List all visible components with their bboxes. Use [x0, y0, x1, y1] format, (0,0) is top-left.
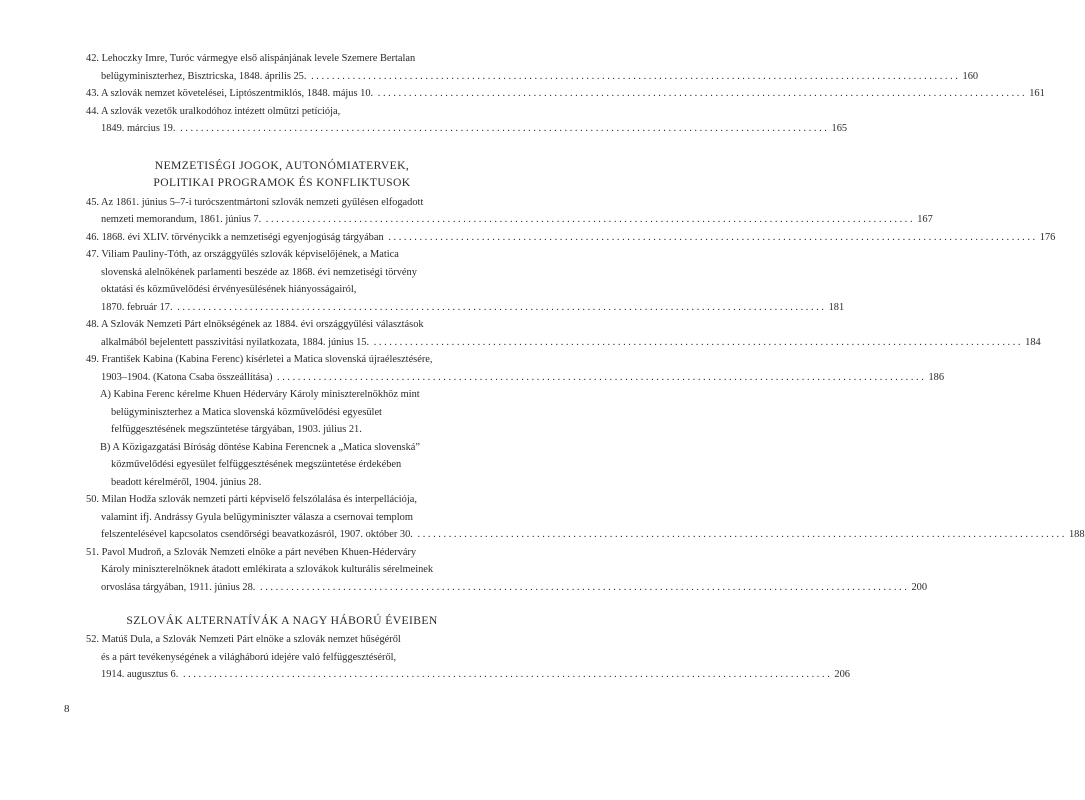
dot-leader: [277, 372, 924, 383]
entry-last-text: 1849. március 19.: [101, 123, 176, 134]
dot-leader: [183, 669, 830, 680]
entry-leader-line: [86, 229, 1056, 247]
subentry-b: [86, 439, 478, 492]
entry-last-text: 1914. augusztus 6.: [101, 669, 179, 680]
entry-line: és a párt tevékenységének a világháború idejére való felfüggesztéséről,: [101, 651, 397, 663]
entry-last-text: 46. 1868. évi XLIV. törvénycikk a nemzetiségi egyenjogúság tárgyában: [86, 231, 384, 243]
entry-line: valamint ifj. Andrássy Gyula belügyminiszter válasza a csernovai templom: [101, 511, 413, 523]
entry-52: [86, 631, 850, 684]
entry-51: [86, 544, 928, 597]
page-number: 176: [1039, 231, 1056, 243]
entry-line: közművelődési egyesület felfüggesztésének megszüntetése érdekében: [111, 459, 402, 470]
entry-leader-line: [86, 299, 845, 317]
entry-49: [86, 351, 945, 386]
table-of-contents: [86, 50, 1085, 684]
entry-line: slovenská alelnökének parlamenti beszéde az 1868. évi nemzetiségi törvény: [101, 266, 417, 278]
entry-50: [86, 491, 1085, 544]
dot-leader: [374, 337, 1021, 348]
section-heading-1: [86, 157, 478, 191]
page-number: 184: [1025, 336, 1041, 348]
entry-leader-line: [86, 120, 848, 138]
entry-last-text: orvoslása tárgyában, 1911. június 28.: [101, 581, 256, 593]
entry-line: 44. A szlovák vezetők uralkodóhoz intézett olmützi petíciója,: [86, 105, 341, 117]
entry-line: 48. A Szlovák Nemzeti Párt elnökségének az 1884. évi országgyűlési választások: [86, 319, 424, 330]
entry-line: 45. Az 1861. június 5–7-i turócszentmártoni szlovák nemzeti gyűlésen elfogadott: [86, 196, 424, 208]
entry-leader-line: [86, 334, 1041, 352]
entry-line: belügyminiszterhez a Matica slovenská közművelődési egyesület: [111, 406, 382, 418]
entry-44: [86, 103, 848, 138]
page-number: 206: [834, 669, 850, 680]
dot-leader: [311, 71, 958, 82]
page-number: 167: [917, 214, 933, 225]
entry-leader-line: [86, 68, 979, 86]
section-heading-2: [86, 612, 478, 629]
page-folio-number: 8: [64, 703, 70, 715]
page-number: 181: [828, 301, 845, 313]
entry-line: 49. František Kabina (Kabina Ferenc) kísérletei a Matica slovenská újraélesztésére,: [86, 354, 433, 365]
entry-line: beadott kérelméről, 1904. június 28.: [111, 476, 262, 488]
entry-leader-line: [86, 211, 933, 229]
page-number: 165: [831, 123, 848, 134]
page-number: 161: [1029, 88, 1045, 99]
entry-line: Károly miniszterelnöknek átadott emlékirata a szlovákok kulturális sérelmeinek: [101, 564, 434, 575]
dot-leader: [418, 529, 1065, 540]
entry-line: 47. Viliam Pauliny-Tóth, az országgyűlés szlovák képviselőjének, a Matica: [86, 249, 399, 260]
page-number: 160: [962, 70, 979, 82]
dot-leader: [177, 302, 824, 313]
entry-leader-line: [86, 666, 850, 684]
entry-47: [86, 246, 845, 316]
entry-last-text: felszentelésével kapcsolatos csendőrségi beavatkozásról, 1907. október 30.: [101, 529, 413, 540]
entry-last-text: 1870. február 17.: [101, 301, 173, 313]
dot-leader: [260, 582, 907, 593]
entry-last-text: nemzeti memorandum, 1861. június 7.: [101, 214, 262, 225]
page-number: 200: [911, 581, 928, 593]
section-heading-line: SZLOVÁK ALTERNATÍVÁK A NAGY HÁBORÚ ÉVEIBEN: [126, 614, 438, 627]
entry-43: [86, 85, 1045, 103]
entry-line: 50. Milan Hodža szlovák nemzeti párti képviselő felszólalása és interpellációja,: [86, 494, 417, 505]
dot-leader: [378, 88, 1025, 99]
subentry-a: [86, 386, 478, 439]
entry-last-text: 1903–1904. (Katona Csaba összeállítása): [101, 371, 273, 383]
dot-leader: [266, 214, 913, 225]
entry-46: [86, 229, 1056, 247]
section-heading-line: NEMZETISÉGI JOGOK, AUTONÓMIATERVEK,: [154, 158, 410, 172]
entry-line: oktatási és közművelődési érvényesülésének hiányosságairól,: [101, 284, 357, 295]
entry-line: 52. Matúš Dula, a Szlovák Nemzeti Párt elnöke a szlovák nemzet hűségéről: [86, 634, 401, 645]
entry-45: [86, 194, 933, 229]
entry-42: [86, 50, 979, 85]
entry-leader-line: [86, 369, 945, 387]
entry-line: felfüggesztésének megszüntetése tárgyában, 1903. július 21.: [111, 424, 362, 435]
entry-48: [86, 316, 1041, 351]
dot-leader: [388, 232, 1035, 243]
entry-line: B) A Közigazgatási Bíróság döntése Kabina Ferencnek a „Matica slovenská”: [100, 441, 420, 453]
entry-leader-line: [86, 526, 1085, 544]
entry-line: 51. Pavol Mudroň, a Szlovák Nemzeti elnöke a párt nevében Khuen-Héderváry: [86, 546, 417, 558]
entry-line: 42. Lehoczky Imre, Turóc vármegye első alispánjának levele Szemere Bertalan: [86, 53, 416, 64]
entry-last-text: alkalmából bejelentett passzivitási nyilatkozata, 1884. június 15.: [101, 336, 370, 348]
entry-last-text: belügyminiszterhez, Bisztricska, 1848. április 25.: [101, 70, 307, 82]
dot-leader: [180, 123, 827, 134]
entry-line: A) Kabina Ferenc kérelme Khuen Héderváry Károly miniszterelnökhöz mint: [100, 389, 420, 400]
entry-leader-line: [86, 85, 1045, 103]
entry-leader-line: [86, 579, 928, 597]
page-number: 188: [1068, 529, 1085, 540]
page-number: 186: [928, 371, 945, 383]
entry-last-text: 43. A szlovák nemzet követelései, Liptószentmiklós, 1848. május 10.: [86, 88, 374, 99]
section-heading-line: POLITIKAI PROGRAMOK ÉS KONFLIKTUSOK: [153, 175, 411, 189]
